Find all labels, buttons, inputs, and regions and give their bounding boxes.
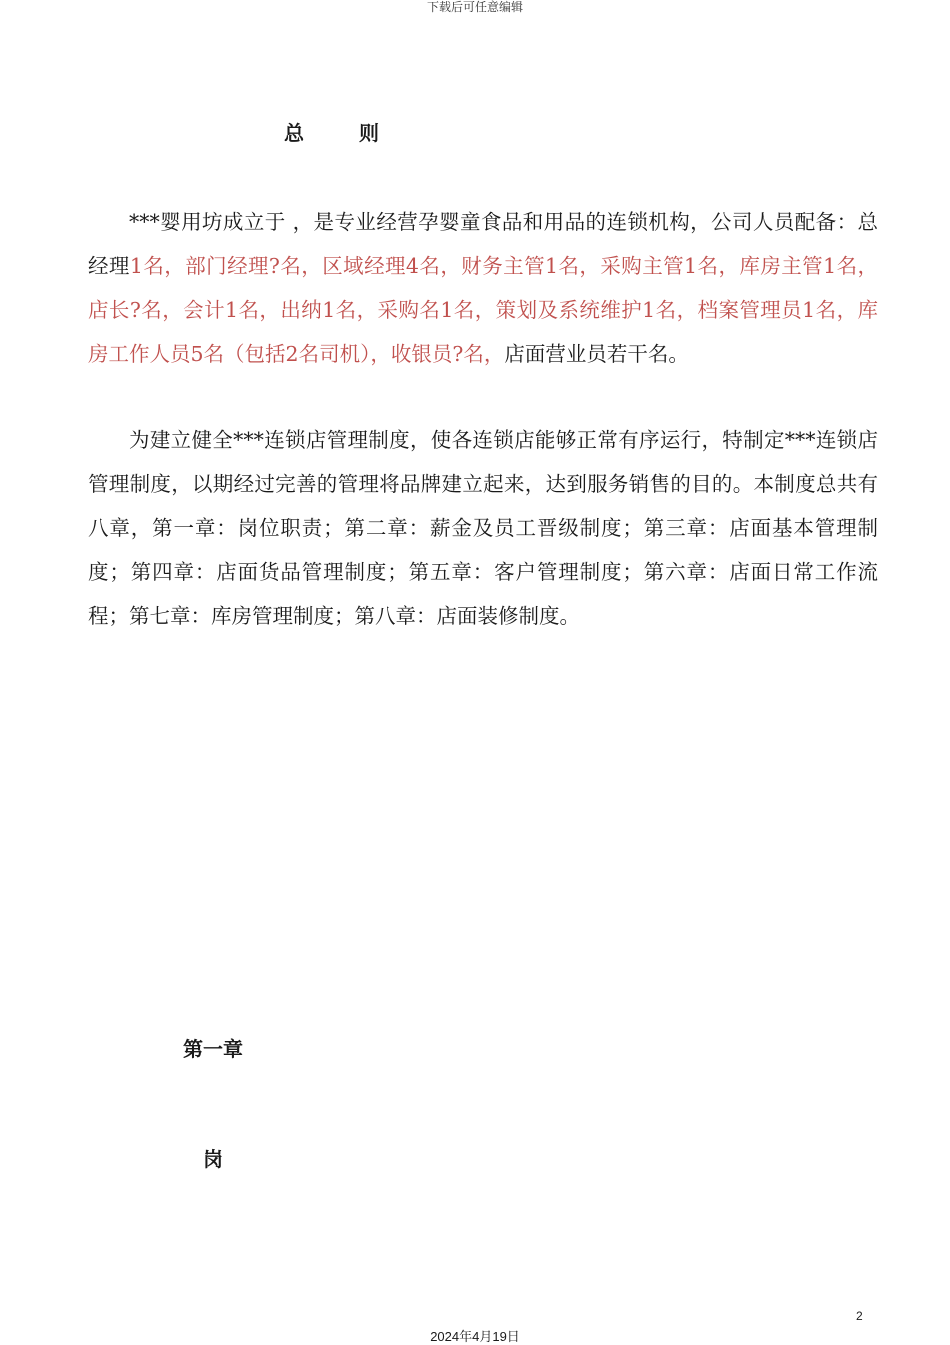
chapter-title: 第一章 bbox=[183, 1037, 243, 1061]
sub-heading: 岗 bbox=[203, 1147, 223, 1171]
intro-paragraph-tail: 店面营业员若干名。 bbox=[504, 342, 689, 366]
intro-paragraph-lead: ***婴用坊成立于 ，是专业经营孕婴童食品和用品的连锁机构，公司人员配备：总经理 bbox=[88, 210, 878, 278]
page-number: 2 bbox=[856, 1309, 863, 1323]
header-note: 下载后可任意编辑 bbox=[426, 0, 523, 14]
intro-paragraph bbox=[88, 200, 878, 376]
section-title: 总 则 bbox=[284, 121, 403, 145]
footer-date: 2024年4月19日 bbox=[430, 1329, 520, 1344]
purpose-paragraph: 为建立健全***连锁店管理制度，使各连锁店能够正常有序运行，特制定***连锁店管理制度，以期经过完善的管理将品牌建立起来，达到服务销售的目的。本制度总共有八章，第一章：岗位职责；第二章：薪金及员工晋级制度；第三章：店面基本管理制度；第四章：店面货品管理制度；第五章：客户管理制度；第六章：店面日常工作流程；第七章：库房管理制度；第八章：店面装修制度。 bbox=[88, 428, 878, 628]
intro-paragraph-highlighted: 1名，部门经理?名，区域经理4名，财务主管1名，采购主管1名，库房主管1名，店长?名，会计1名，出纳1名，采购名1名，策划及系统维护1名，档案管理员1名，库房工作人员5名（包括2名司机），收银员?名， bbox=[88, 254, 879, 366]
